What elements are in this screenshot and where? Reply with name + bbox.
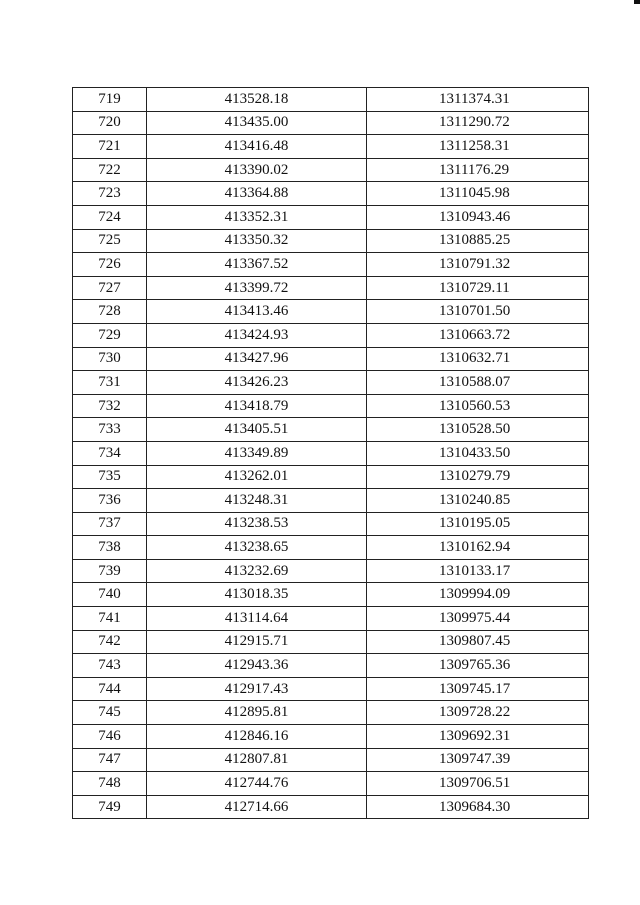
point-number-cell: 744 xyxy=(73,677,147,701)
point-number-cell: 731 xyxy=(73,371,147,395)
point-number-cell: 745 xyxy=(73,701,147,725)
point-number-cell: 733 xyxy=(73,418,147,442)
y-coordinate-cell: 1311258.31 xyxy=(367,135,589,159)
point-number-cell: 725 xyxy=(73,229,147,253)
point-number-cell: 742 xyxy=(73,630,147,654)
point-number-cell: 726 xyxy=(73,253,147,277)
table-row xyxy=(73,489,589,513)
x-coordinate-cell: 413435.00 xyxy=(147,111,367,135)
table-row xyxy=(73,795,589,819)
y-coordinate-cell: 1309765.36 xyxy=(367,654,589,678)
table-row xyxy=(73,394,589,418)
x-coordinate-cell: 413426.23 xyxy=(147,371,367,395)
y-coordinate-cell: 1310729.11 xyxy=(367,276,589,300)
table-row xyxy=(73,559,589,583)
table-row xyxy=(73,654,589,678)
point-number-cell: 721 xyxy=(73,135,147,159)
point-number-cell: 734 xyxy=(73,441,147,465)
point-number-cell: 743 xyxy=(73,654,147,678)
point-number-cell: 741 xyxy=(73,607,147,631)
x-coordinate-cell: 413350.32 xyxy=(147,229,367,253)
table-row xyxy=(73,701,589,725)
x-coordinate-cell: 412895.81 xyxy=(147,701,367,725)
table-row xyxy=(73,205,589,229)
table-row xyxy=(73,371,589,395)
point-number-cell: 728 xyxy=(73,300,147,324)
y-coordinate-cell: 1309975.44 xyxy=(367,607,589,631)
point-number-cell: 722 xyxy=(73,158,147,182)
y-coordinate-cell: 1309728.22 xyxy=(367,701,589,725)
table-row xyxy=(73,772,589,796)
table-row xyxy=(73,630,589,654)
table-row xyxy=(73,276,589,300)
table-row xyxy=(73,135,589,159)
x-coordinate-cell: 412714.66 xyxy=(147,795,367,819)
x-coordinate-cell: 412744.76 xyxy=(147,772,367,796)
coordinate-table-body xyxy=(73,88,589,819)
y-coordinate-cell: 1309747.39 xyxy=(367,748,589,772)
y-coordinate-cell: 1309692.31 xyxy=(367,725,589,749)
x-coordinate-cell: 413232.69 xyxy=(147,559,367,583)
x-coordinate-cell: 413238.65 xyxy=(147,536,367,560)
table-row xyxy=(73,418,589,442)
y-coordinate-cell: 1309706.51 xyxy=(367,772,589,796)
point-number-cell: 735 xyxy=(73,465,147,489)
table-row xyxy=(73,323,589,347)
point-number-cell: 746 xyxy=(73,725,147,749)
x-coordinate-cell: 413238.53 xyxy=(147,512,367,536)
point-number-cell: 724 xyxy=(73,205,147,229)
x-coordinate-cell: 413399.72 xyxy=(147,276,367,300)
x-coordinate-cell: 413416.48 xyxy=(147,135,367,159)
y-coordinate-cell: 1310433.50 xyxy=(367,441,589,465)
y-coordinate-cell: 1311290.72 xyxy=(367,111,589,135)
y-coordinate-cell: 1309684.30 xyxy=(367,795,589,819)
point-number-cell: 719 xyxy=(73,88,147,112)
table-row xyxy=(73,229,589,253)
point-number-cell: 748 xyxy=(73,772,147,796)
y-coordinate-cell: 1309994.09 xyxy=(367,583,589,607)
point-number-cell: 747 xyxy=(73,748,147,772)
table-row xyxy=(73,677,589,701)
table-row xyxy=(73,88,589,112)
table-row xyxy=(73,512,589,536)
y-coordinate-cell: 1311045.98 xyxy=(367,182,589,206)
table-row xyxy=(73,748,589,772)
x-coordinate-cell: 413262.01 xyxy=(147,465,367,489)
point-number-cell: 736 xyxy=(73,489,147,513)
table-row xyxy=(73,347,589,371)
x-coordinate-cell: 413418.79 xyxy=(147,394,367,418)
x-coordinate-cell: 413405.51 xyxy=(147,418,367,442)
y-coordinate-cell: 1309745.17 xyxy=(367,677,589,701)
y-coordinate-cell: 1310195.05 xyxy=(367,512,589,536)
point-number-cell: 749 xyxy=(73,795,147,819)
y-coordinate-cell: 1310240.85 xyxy=(367,489,589,513)
point-number-cell: 732 xyxy=(73,394,147,418)
y-coordinate-cell: 1310528.50 xyxy=(367,418,589,442)
page-corner-mark xyxy=(634,0,640,4)
point-number-cell: 729 xyxy=(73,323,147,347)
y-coordinate-cell: 1309807.45 xyxy=(367,630,589,654)
y-coordinate-cell: 1310133.17 xyxy=(367,559,589,583)
coordinate-table xyxy=(72,87,589,819)
y-coordinate-cell: 1310588.07 xyxy=(367,371,589,395)
x-coordinate-cell: 413413.46 xyxy=(147,300,367,324)
table-row xyxy=(73,300,589,324)
table-row xyxy=(73,253,589,277)
point-number-cell: 720 xyxy=(73,111,147,135)
table-row xyxy=(73,536,589,560)
x-coordinate-cell: 413114.64 xyxy=(147,607,367,631)
table-row xyxy=(73,182,589,206)
x-coordinate-cell: 413424.93 xyxy=(147,323,367,347)
table-row xyxy=(73,607,589,631)
x-coordinate-cell: 412915.71 xyxy=(147,630,367,654)
x-coordinate-cell: 413364.88 xyxy=(147,182,367,206)
x-coordinate-cell: 413248.31 xyxy=(147,489,367,513)
x-coordinate-cell: 413427.96 xyxy=(147,347,367,371)
x-coordinate-cell: 412917.43 xyxy=(147,677,367,701)
y-coordinate-cell: 1310162.94 xyxy=(367,536,589,560)
x-coordinate-cell: 413018.35 xyxy=(147,583,367,607)
table-row xyxy=(73,583,589,607)
point-number-cell: 738 xyxy=(73,536,147,560)
point-number-cell: 737 xyxy=(73,512,147,536)
point-number-cell: 739 xyxy=(73,559,147,583)
x-coordinate-cell: 413352.31 xyxy=(147,205,367,229)
y-coordinate-cell: 1311374.31 xyxy=(367,88,589,112)
y-coordinate-cell: 1310632.71 xyxy=(367,347,589,371)
table-row xyxy=(73,725,589,749)
y-coordinate-cell: 1311176.29 xyxy=(367,158,589,182)
x-coordinate-cell: 412846.16 xyxy=(147,725,367,749)
point-number-cell: 730 xyxy=(73,347,147,371)
x-coordinate-cell: 413528.18 xyxy=(147,88,367,112)
x-coordinate-cell: 413349.89 xyxy=(147,441,367,465)
table-row xyxy=(73,441,589,465)
point-number-cell: 727 xyxy=(73,276,147,300)
y-coordinate-cell: 1310885.25 xyxy=(367,229,589,253)
y-coordinate-cell: 1310560.53 xyxy=(367,394,589,418)
y-coordinate-cell: 1310791.32 xyxy=(367,253,589,277)
y-coordinate-cell: 1310279.79 xyxy=(367,465,589,489)
point-number-cell: 740 xyxy=(73,583,147,607)
y-coordinate-cell: 1310943.46 xyxy=(367,205,589,229)
point-number-cell: 723 xyxy=(73,182,147,206)
y-coordinate-cell: 1310663.72 xyxy=(367,323,589,347)
x-coordinate-cell: 413367.52 xyxy=(147,253,367,277)
x-coordinate-cell: 412943.36 xyxy=(147,654,367,678)
table-row xyxy=(73,111,589,135)
table-row xyxy=(73,158,589,182)
y-coordinate-cell: 1310701.50 xyxy=(367,300,589,324)
table-row xyxy=(73,465,589,489)
x-coordinate-cell: 413390.02 xyxy=(147,158,367,182)
x-coordinate-cell: 412807.81 xyxy=(147,748,367,772)
